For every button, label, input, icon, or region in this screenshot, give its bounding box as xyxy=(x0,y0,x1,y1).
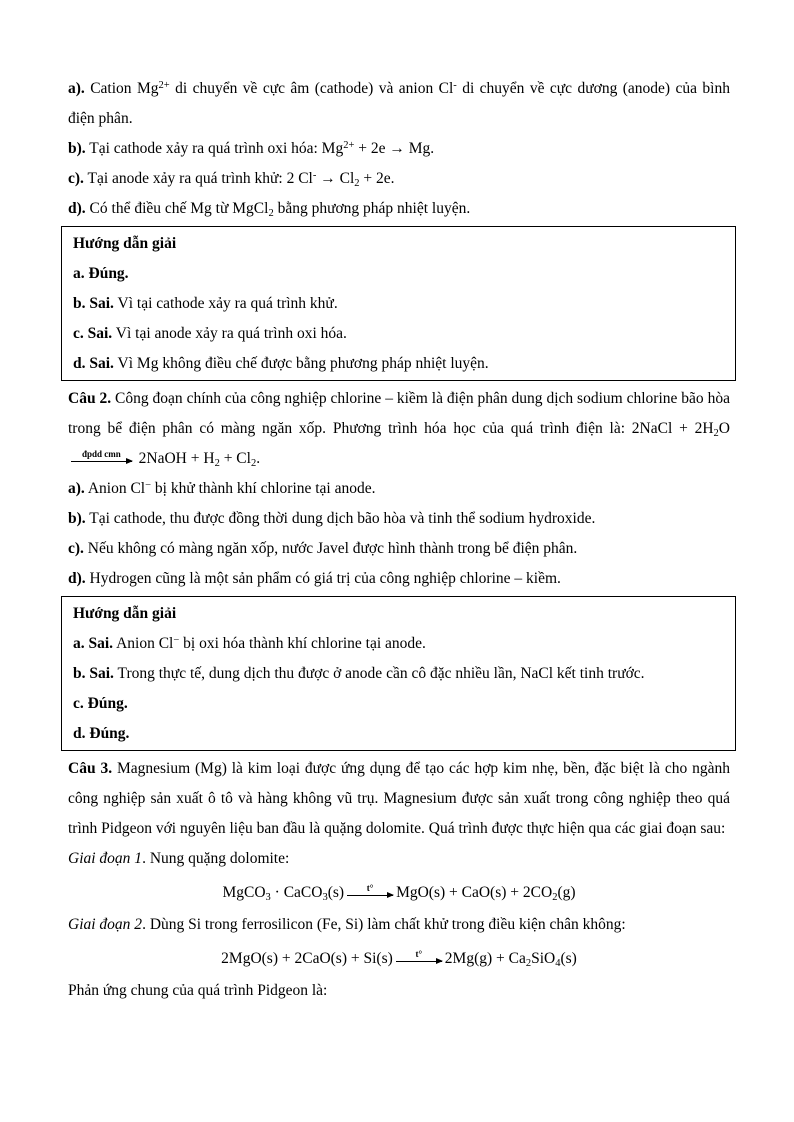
text-run: - xyxy=(312,170,317,181)
stage-1-label xyxy=(68,844,730,874)
arrow-condition-label: đpdd cmn xyxy=(82,449,121,460)
text-run: 2 xyxy=(354,178,360,189)
text-run: di chuyển về cực dương (anode) của bình điện phân. xyxy=(68,80,730,127)
text-run: Hướng dẫn giải xyxy=(73,605,177,622)
text-run: bị khử thành khí chlorine tại anode. xyxy=(151,480,376,497)
text-run: c. Đúng. xyxy=(73,695,128,712)
text-run: 2 xyxy=(268,208,274,219)
text-run: 2MgO(s) + 2CaO(s) + Si(s) xyxy=(221,950,393,967)
equation-stage-1 xyxy=(68,878,730,908)
equation-stage-2 xyxy=(68,944,730,974)
text-run: MgO(s) + CaO(s) + 2CO xyxy=(396,884,553,901)
text-run: bị oxi hóa thành khí chlorine tại anode. xyxy=(179,635,426,652)
question-1-option-c xyxy=(68,164,730,194)
text-run: + Cl xyxy=(219,450,251,467)
solution-2-d xyxy=(73,719,723,749)
question-1-option-a xyxy=(68,74,730,134)
solution-1-c xyxy=(73,319,723,349)
text-run: b). xyxy=(68,510,86,527)
solution-1-title xyxy=(73,229,723,259)
question-1-option-d xyxy=(68,194,730,224)
text-run: 4 xyxy=(555,958,561,969)
text-run: · CaCO xyxy=(270,884,323,901)
text-run: a. Đúng. xyxy=(73,265,129,282)
text-run: b. Sai. xyxy=(73,295,114,312)
arrow-condition-label: t° xyxy=(366,883,374,894)
text-run: + 2e → Mg. xyxy=(354,140,435,157)
text-run: 2+ xyxy=(343,140,355,151)
solution-2-a xyxy=(73,629,723,659)
text-run: Trong thực tế, dung dịch thu được ở anode cần cô đặc nhiều lần, NaCl kết tinh trước. xyxy=(113,665,645,682)
text-run: Vì Mg không điều chế được bằng phương pháp nhiệt luyện. xyxy=(113,355,489,372)
text-run: 2 xyxy=(214,458,220,469)
text-run: 2 xyxy=(525,958,532,969)
text-run: − xyxy=(145,480,152,491)
text-run: . Dùng Si trong ferrosilicon (Fe, Si) làm chất khử trong điều kiện chân không: xyxy=(142,916,626,933)
text-run: 3 xyxy=(322,892,328,903)
question-2-option-a xyxy=(68,474,730,504)
text-run: Nếu không có màng ngăn xốp, nước Javel được hình thành trong bể điện phân. xyxy=(83,540,578,557)
text-run: bằng phương pháp nhiệt luyện. xyxy=(273,200,471,217)
text-run: Tại cathode xảy ra quá trình oxi hóa: Mg xyxy=(85,140,344,157)
text-run: Phản ứng chung của quá trình Pidgeon là: xyxy=(68,982,328,999)
solution-1-d xyxy=(73,349,723,379)
text-run: Tại cathode, thu được đồng thời dung dịch bão hòa và tinh thể sodium hydroxide. xyxy=(85,510,596,527)
text-run: 2 xyxy=(713,428,719,439)
solution-box-2 xyxy=(61,596,736,751)
text-run: b. Sai. xyxy=(73,665,114,682)
text-run: c). xyxy=(68,540,84,557)
arrow-shaft-icon xyxy=(347,895,393,896)
solution-1-a xyxy=(73,259,723,289)
text-run: + 2e. xyxy=(359,170,395,187)
solution-1-b xyxy=(73,289,723,319)
text-run: (s) xyxy=(560,950,577,967)
question-3-final-line xyxy=(68,976,730,1006)
text-run: d). xyxy=(68,200,86,217)
text-run: SiO xyxy=(531,950,556,967)
text-run: di chuyển về cực âm (cathode) và anion Cl xyxy=(169,80,454,97)
question-3-stem xyxy=(68,754,730,844)
text-run: a). xyxy=(68,80,85,97)
text-run: → Cl xyxy=(316,170,355,187)
document-content xyxy=(68,74,730,1006)
text-run: 2 xyxy=(250,458,257,469)
text-run: Anion Cl xyxy=(113,635,174,652)
reaction-arrow xyxy=(396,949,442,965)
text-run: 2NaOH + H xyxy=(134,450,215,467)
text-run: Giai đoạn 1 xyxy=(68,850,143,867)
question-2-option-c xyxy=(68,534,730,564)
question-2-option-d xyxy=(68,564,730,594)
text-run: Giai đoạn 2 xyxy=(68,916,143,933)
solution-2-c xyxy=(73,689,723,719)
solution-2-b xyxy=(73,659,723,689)
text-run: c. Sai. xyxy=(73,325,113,342)
solution-box-1 xyxy=(61,226,736,381)
text-run: c). xyxy=(68,170,84,187)
text-run: . Nung quặng dolomite: xyxy=(142,850,290,867)
text-run: − xyxy=(173,635,180,646)
text-run: 2+ xyxy=(158,80,170,91)
text-run: Công đoạn chính của công nghiệp chlorine – kiềm là điện phân dung dịch sodium chlorine bão hòa trong bể điện phân có màng ngăn xốp. Phương trình hóa học của quá trình điện là: 2NaCl + 2H xyxy=(68,390,730,437)
question-1-option-b xyxy=(68,134,730,164)
solution-2-title xyxy=(73,599,723,629)
text-run: Anion Cl xyxy=(84,480,146,497)
text-run: a). xyxy=(68,480,85,497)
text-run: Magnesium (Mg) là kim loại được ứng dụng để tạo các hợp kim nhẹ, bền, đặc biệt là cho ngành công nghiệp sản xuất ô tô và hàng không vũ trụ. Magnesium được sản xuất trong công nghiệp theo quá trình Pidgeon với nguyên liệu ban đầu là quặng dolomite. Quá trình được thực hiện qua các giai đoạn sau: xyxy=(68,760,730,837)
text-run: - xyxy=(453,80,457,91)
text-run: d. Đúng. xyxy=(73,725,130,742)
text-run: Tại anode xảy ra quá trình khử: 2 Cl xyxy=(83,170,313,187)
text-run: MgCO xyxy=(222,884,266,901)
text-run: Hydrogen cũng là một sản phẩm có giá trị của công nghiệp chlorine – kiềm. xyxy=(85,570,561,587)
text-run: Vì tại cathode xảy ra quá trình khử. xyxy=(113,295,338,312)
text-run: Vì tại anode xảy ra quá trình oxi hóa. xyxy=(112,325,347,342)
question-2-stem xyxy=(68,384,730,474)
text-run: d. Sai. xyxy=(73,355,114,372)
text-run: O xyxy=(718,420,730,437)
text-run: Câu 2. xyxy=(68,390,112,407)
arrow-condition-label: t° xyxy=(415,949,423,960)
text-run: 2Mg(g) + Ca xyxy=(444,950,526,967)
text-run: Cation Mg xyxy=(84,80,159,97)
text-run: Câu 3. xyxy=(68,760,113,777)
text-run: d). xyxy=(68,570,86,587)
text-run: . xyxy=(256,450,261,467)
text-run: b). xyxy=(68,140,86,157)
stage-2-label xyxy=(68,910,730,940)
text-run: 3 xyxy=(265,892,271,903)
text-run: a. Sai. xyxy=(73,635,114,652)
question-2-option-b xyxy=(68,504,730,534)
text-run: Hướng dẫn giải xyxy=(73,235,177,252)
reaction-arrow xyxy=(347,883,393,899)
arrow-shaft-icon xyxy=(396,961,442,962)
text-run: Có thể điều chế Mg từ MgCl xyxy=(85,200,269,217)
text-run: (s) xyxy=(327,884,345,901)
reaction-arrow xyxy=(71,449,132,465)
text-run: (g) xyxy=(557,884,576,901)
text-run: 2 xyxy=(552,892,558,903)
arrow-shaft-icon xyxy=(71,461,132,462)
